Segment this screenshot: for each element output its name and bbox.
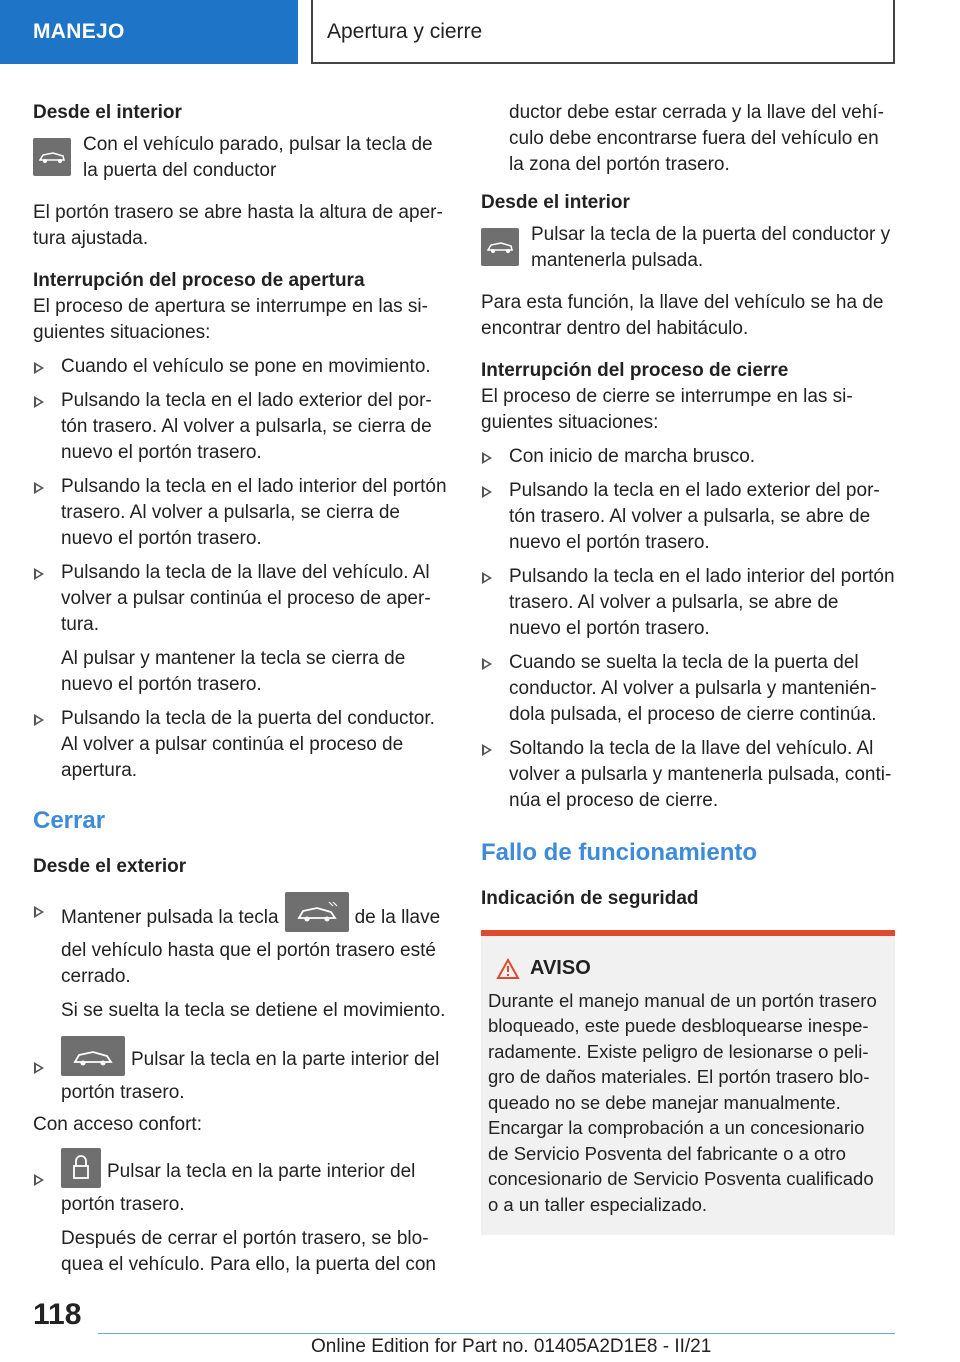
list-item-note: Al pulsar y mantener la tecla se cierra de nuevo el portón trasero. [61, 648, 406, 695]
tailgate-button-icon [33, 138, 71, 176]
list-item-text: de la llave del vehículo hasta que el portón trasero esté cerrado. [61, 907, 441, 987]
bullet-triangle-icon [34, 396, 44, 408]
bullet-triangle-icon [34, 1062, 44, 1074]
warning-text: Durante el manejo manual de un portón trasero bloqueado, este puede desbloquearse inesperadamente. Existe peligro de lesionarse o peligro de daños materiales. El portón trasero bloqueado no se debe manejar manualmente. Encargar la comprobación a un concesionario de Servicio Posventa del fabricante o a otro concesionario de Servicio Posventa cualificado o a un taller especializado. [488, 989, 877, 1215]
warning-box [481, 930, 895, 1235]
list-item-text: Pulsando la tecla de la puerta del conductor. Al volver a pulsar continúa el proceso de apertura. [61, 708, 435, 781]
bullet-triangle-icon [34, 362, 44, 374]
heading-close-interruption: Interrupción del proceso de cierre [481, 360, 789, 381]
interior-instruction [33, 132, 448, 184]
list-item [33, 474, 448, 552]
bullet-triangle-icon [34, 482, 44, 494]
list-item-text: Cuando se suelta la tecla de la puerta del conductor. Al volver a pulsarla y manteniéndola pulsada, el proceso de cierre continúa. [509, 652, 877, 725]
list-item-note: Si se suelta la tecla se detiene el movimiento. [61, 1000, 446, 1021]
heading-safety: Indicación de seguridad [481, 888, 699, 909]
list-item [481, 444, 895, 470]
list-item-text: Pulsar la tecla en la parte interior del portón trasero. [61, 1161, 416, 1215]
list-item-text: Pulsando la tecla en el lado interior del portón trasero. Al volver a pulsarla, se cierra de nuevo el portón trasero. [61, 476, 447, 549]
section-label: MANEJO [33, 20, 125, 43]
list-item-text: Pulsar la tecla en la parte interior del portón trasero. [61, 1049, 440, 1103]
interior-text: Con el vehículo parado, pulsar la tecla de la puerta del conductor [83, 134, 433, 181]
right-column [481, 100, 895, 1235]
bullet-triangle-icon [34, 714, 44, 726]
heading-exterior: Desde el exterior [33, 856, 187, 877]
list-item [33, 1152, 448, 1278]
interior-close-button-icon [61, 1036, 125, 1076]
lock-button-icon [61, 1148, 101, 1188]
list-item [481, 478, 895, 556]
left-column [33, 100, 448, 1278]
list-item [33, 706, 448, 784]
list-item [33, 898, 448, 1024]
warning-title: AVISO [530, 957, 591, 979]
interior-close-text: Pulsar la tecla de la puerta del conductor y mantenerla pulsada. [531, 224, 891, 271]
heading-interior-close: Desde el interior [481, 192, 630, 213]
section-tab [0, 0, 298, 64]
page-number: 118 [33, 1298, 82, 1331]
comfort-access-label: Con acceso confort: [33, 1114, 202, 1135]
chapter-title: Apertura y cierre [327, 20, 483, 43]
list-item [33, 560, 448, 698]
bullet-triangle-icon [482, 658, 492, 670]
bullet-triangle-icon [34, 906, 44, 918]
opens-text: El portón trasero se abre hasta la altura de apertura ajustada. [33, 202, 443, 249]
list-item-text: Pulsando la tecla en el lado exterior del portón trasero. Al volver a pulsarla, se abre de nuevo el portón trasero. [509, 480, 880, 553]
list-item [33, 1040, 448, 1106]
bullet-triangle-icon [34, 1174, 44, 1186]
list-item [481, 650, 895, 728]
list-item-text: Pulsando la tecla en el lado interior del portón trasero. Al volver a pulsarla, se abre de nuevo el portón trasero. [509, 566, 895, 639]
close-interruption-intro: El proceso de cierre se interrumpe en las siguientes situaciones: [481, 386, 853, 433]
warning-title-row [488, 956, 888, 982]
continued-text: ductor debe estar cerrada y la llave del vehículo debe encontrarse fuera del vehículo en la zona del portón trasero. [509, 102, 884, 175]
heading-malfunction: Fallo de funcionamiento [481, 839, 758, 866]
tailgate-button-icon [481, 228, 519, 266]
list-item-text: Mantener pulsada la tecla [61, 907, 279, 929]
function-text: Para esta función, la llave del vehículo se ha de encontrar dentro del habitáculo. [481, 292, 884, 339]
chapter-title-box [311, 0, 895, 64]
list-item [33, 388, 448, 466]
list-item-note: Después de cerrar el portón trasero, se bloquea el vehículo. Para ello, la puerta del con [61, 1228, 436, 1275]
heading-interior: Desde el interior [33, 102, 182, 123]
bullet-triangle-icon [482, 486, 492, 498]
bullet-triangle-icon [34, 568, 44, 580]
bullet-triangle-icon [482, 572, 492, 584]
bullet-triangle-icon [482, 744, 492, 756]
heading-close: Cerrar [33, 807, 106, 834]
edition-note: Online Edition for Part no. 01405A2D1E8 - II/21 [311, 1336, 712, 1357]
interior-close-instruction [481, 222, 895, 274]
footer-divider [98, 1333, 895, 1334]
list-item [33, 354, 448, 380]
list-item-text: Pulsando la tecla de la llave del vehículo. Al volver a pulsar continúa el proceso de apertura. [61, 562, 431, 635]
interruption-intro: El proceso de apertura se interrumpe en las siguientes situaciones: [33, 296, 428, 343]
warning-triangle-icon [496, 958, 520, 980]
key-tailgate-button-icon [285, 892, 349, 932]
list-item [481, 736, 895, 814]
list-item-text: Pulsando la tecla en el lado exterior del portón trasero. Al volver a pulsarla, se cierra de nuevo el portón trasero. [61, 390, 432, 463]
heading-interruption: Interrupción del proceso de apertura [33, 270, 365, 291]
list-item-text: Soltando la tecla de la llave del vehículo. Al volver a pulsarla y mantenerla pulsada, continúa el proceso de cierre. [509, 738, 892, 811]
list-item-text: Cuando el vehículo se pone en movimiento. [61, 356, 431, 377]
list-item [481, 564, 895, 642]
list-item-text: Con inicio de marcha brusco. [509, 446, 756, 467]
bullet-triangle-icon [482, 452, 492, 464]
